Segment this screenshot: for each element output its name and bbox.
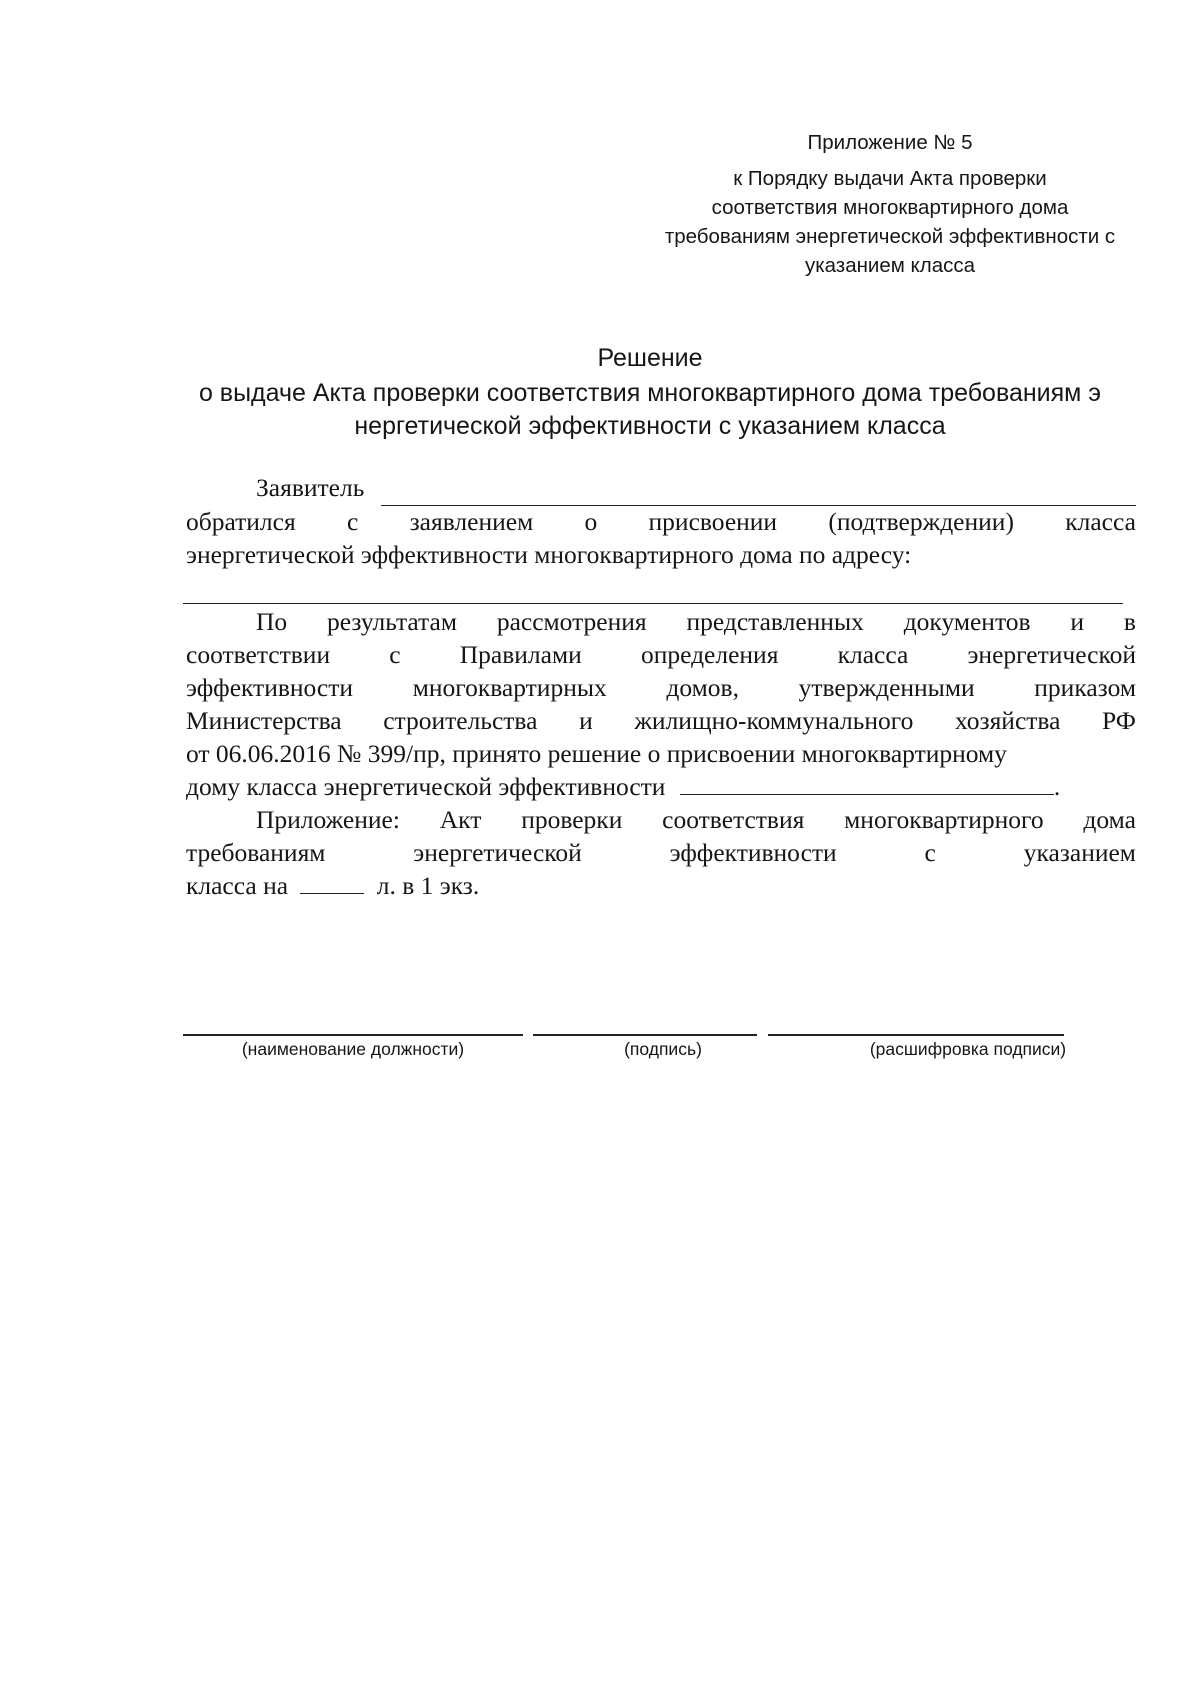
word: Министерства: [186, 706, 342, 735]
word: определения: [640, 640, 779, 669]
class-line-end: .: [1053, 772, 1061, 801]
word: заявлением: [409, 507, 534, 536]
title-subtitle-line: нергетической эффективности с указанием класса: [354, 412, 946, 440]
word: класса: [837, 640, 909, 669]
word: класса: [1065, 507, 1136, 536]
word: соответствия: [662, 805, 805, 834]
word: Акт: [439, 805, 482, 834]
position-signature-line: [183, 1034, 523, 1036]
body-line-attachment: [256, 805, 1136, 835]
body-line-efficiency: [186, 673, 1136, 703]
appendix-line: соответствия многоквартирного дома: [711, 196, 1069, 219]
word: указанием: [1023, 838, 1136, 867]
word: результатам: [327, 607, 457, 636]
word: По: [256, 607, 288, 636]
decoding-signature-line: [768, 1034, 1064, 1036]
word: домов,: [666, 673, 739, 702]
body-line-compliance: [186, 640, 1136, 670]
class-text: дому класса энергетической эффективности: [186, 772, 666, 801]
word: рассмотрения: [496, 607, 647, 636]
signature-label: (подпись): [624, 1039, 702, 1059]
position-label: (наименование должности): [241, 1039, 465, 1059]
address-field-line: [183, 603, 1123, 604]
word: присвоении: [648, 507, 778, 536]
word: эффективности: [669, 838, 837, 867]
word: о: [584, 507, 598, 536]
word: требованиям: [186, 838, 326, 867]
word: представленных: [686, 607, 864, 636]
applicant-label: Заявитель: [256, 473, 365, 502]
word: многоквартирного: [844, 805, 1044, 834]
word: с: [346, 507, 359, 536]
appendix-line: требованиям энергетической эффективности с: [664, 225, 1116, 248]
pages-field-line: [300, 892, 364, 894]
word: с: [924, 838, 936, 867]
word: соответствии: [186, 640, 331, 669]
word: в: [1123, 607, 1136, 636]
body-line-applied: [186, 507, 1136, 537]
appendix-line: к Порядку выдачи Акта проверки: [733, 167, 1047, 190]
signature-line: [533, 1034, 757, 1036]
body-line-order: от 06.06.2016 № 399/пр, принято решение о присвоении многоквартирному: [186, 739, 1007, 768]
word: строительства: [383, 706, 538, 735]
word: (подтверждении): [828, 507, 1014, 536]
word: проверки: [521, 805, 623, 834]
word: с: [389, 640, 401, 669]
word: Правилами: [459, 640, 582, 669]
word: хозяйства: [954, 706, 1061, 735]
word: документов: [903, 607, 1031, 636]
word: жилищно-коммунального: [634, 706, 914, 735]
word: многоквартирных: [412, 673, 607, 702]
word: РФ: [1102, 706, 1136, 735]
word: обратился: [186, 507, 296, 536]
word: и: [579, 706, 593, 735]
appendix-line: указанием класса: [804, 254, 976, 277]
body-line-results: [256, 607, 1136, 637]
word: Приложение:: [256, 805, 400, 834]
word: и: [1070, 607, 1085, 636]
decoding-label: (расшифровка подписи): [869, 1039, 1067, 1059]
body-line-class: [186, 772, 1136, 802]
body-line-ministry: [186, 706, 1136, 736]
attachment-end: л. в 1 экз.: [376, 871, 480, 900]
title-subtitle-line: о выдаче Акта проверки соответствия многоквартирного дома требованиям э: [198, 379, 1102, 407]
appendix-number: Приложение № 5: [807, 131, 973, 154]
appendix-header: [640, 128, 1140, 280]
word: приказом: [1034, 673, 1136, 702]
document-title: [180, 342, 1120, 443]
word: утвержденными: [798, 673, 975, 702]
title-main: Решение: [597, 344, 703, 372]
body-line-attachment-3: [186, 871, 1136, 901]
word: энергетической: [413, 838, 582, 867]
class-field-line: [680, 793, 1054, 795]
attachment-start: класса на: [186, 871, 289, 900]
word: дома: [1083, 805, 1136, 834]
body-line-attachment-2: [186, 838, 1136, 868]
body-line-address: энергетической эффективности многоквартирного дома по адресу:: [186, 540, 912, 569]
word: эффективности: [186, 673, 354, 702]
applicant-field-line: [381, 505, 1136, 506]
word: энергетической: [967, 640, 1136, 669]
